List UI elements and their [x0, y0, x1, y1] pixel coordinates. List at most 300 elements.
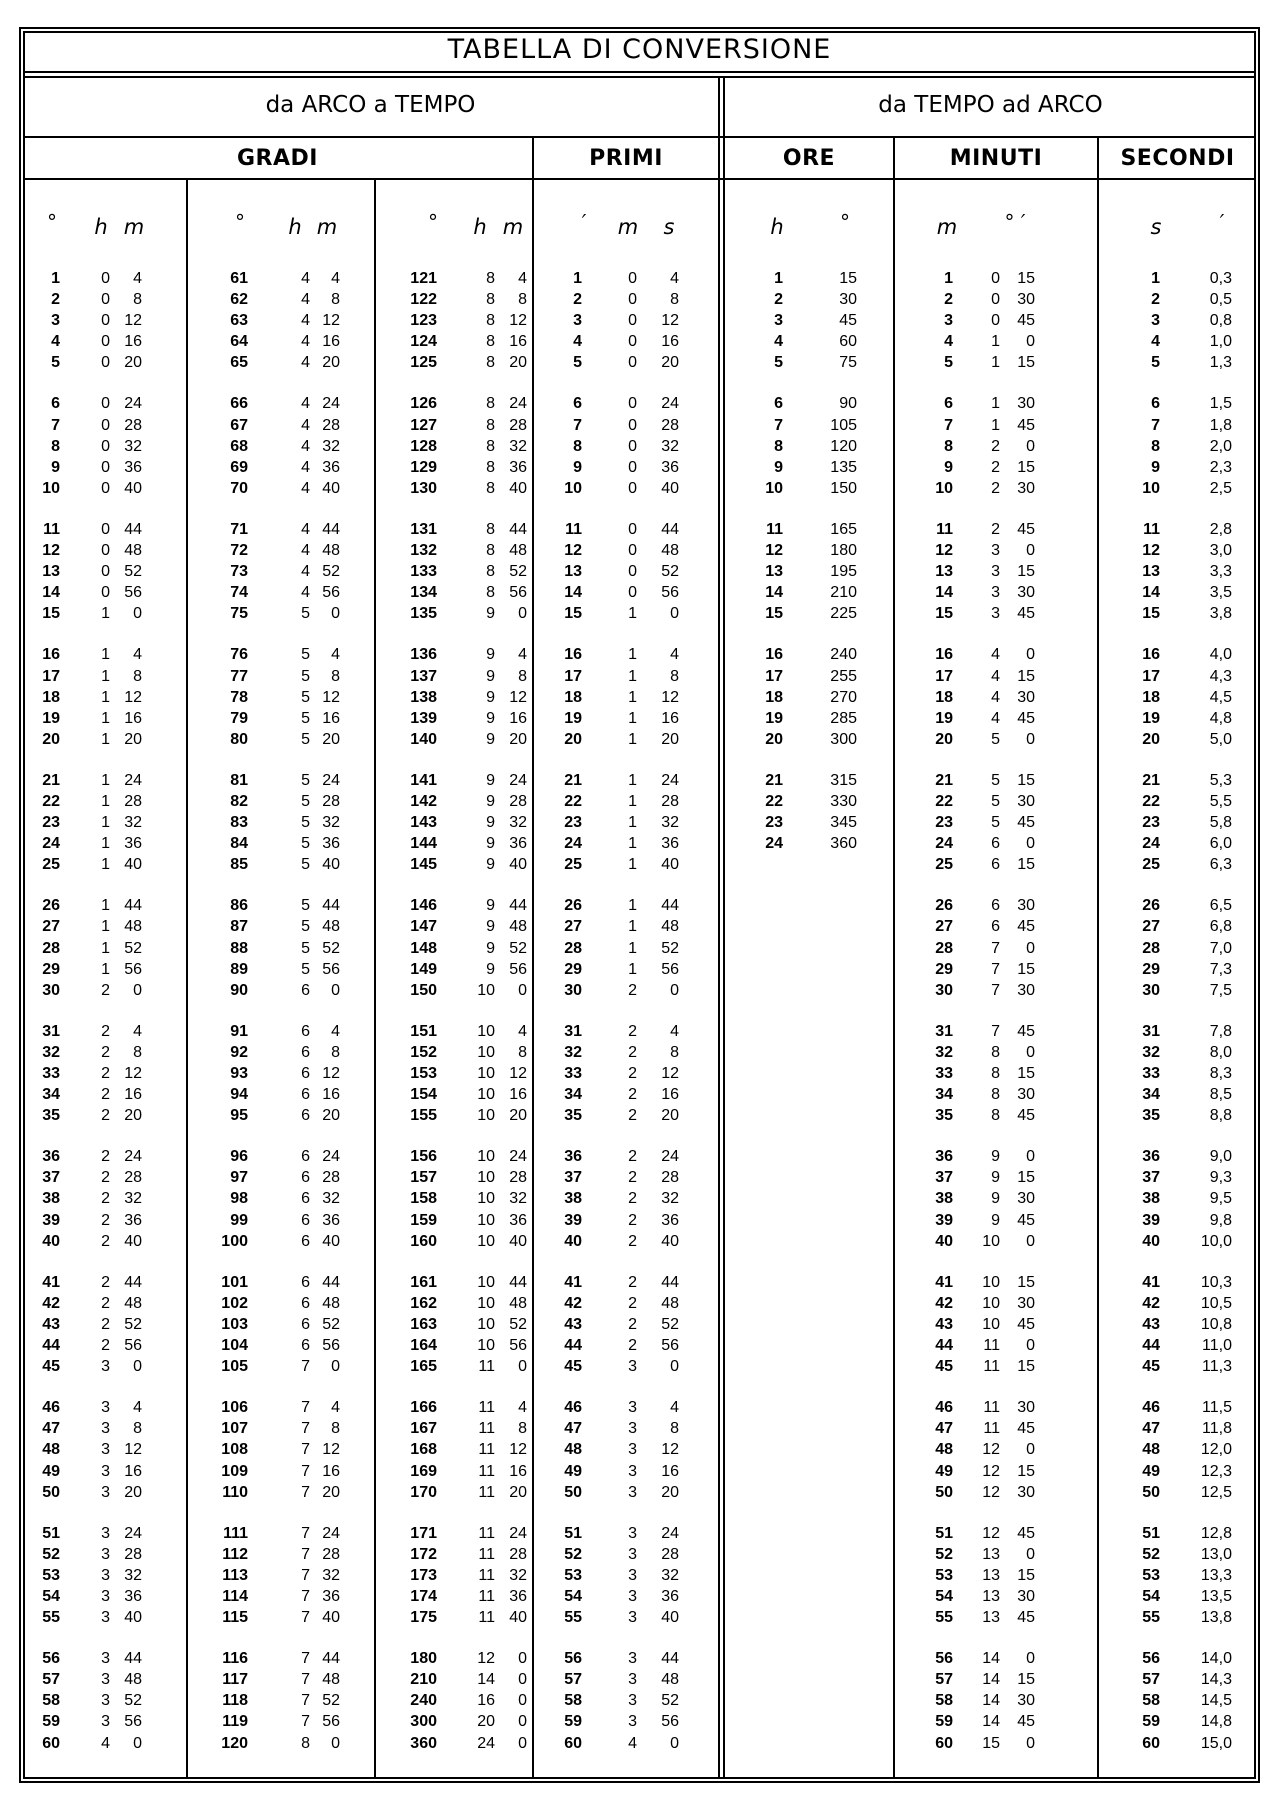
- row-key: 109: [221, 1462, 248, 1480]
- row-key: 25: [564, 856, 582, 874]
- row-value: 2: [101, 981, 110, 999]
- row-value: 15: [1017, 1358, 1035, 1376]
- row-value: 9: [486, 856, 495, 874]
- row-key: 22: [42, 792, 60, 810]
- row-key: 49: [564, 1462, 582, 1480]
- row-value: 30: [1017, 1692, 1035, 1710]
- row-key: 53: [1142, 1566, 1160, 1584]
- row-value: 30: [1017, 981, 1035, 999]
- row-key: 120: [221, 1734, 248, 1752]
- row-value: 8: [486, 458, 495, 476]
- row-value: 56: [124, 584, 142, 602]
- row-value: 5: [301, 709, 310, 727]
- row-value: 30: [1017, 584, 1035, 602]
- row-key: 148: [410, 939, 437, 957]
- row-key: 77: [230, 667, 248, 685]
- row-key: 24: [765, 835, 783, 853]
- row-key: 17: [564, 667, 582, 685]
- row-key: 5: [51, 354, 60, 372]
- row-value: 12: [124, 688, 142, 706]
- row-value: 45: [1017, 1420, 1035, 1438]
- row-key: 23: [765, 814, 783, 832]
- row-key: 6: [573, 395, 582, 413]
- row-value: 52: [322, 563, 340, 581]
- row-value: 10,0: [1200, 1232, 1232, 1250]
- row-value: 3: [628, 1587, 637, 1605]
- row-value: 2,0: [1209, 437, 1232, 455]
- row-value: 0: [1026, 1734, 1035, 1752]
- row-value: 40: [124, 856, 142, 874]
- row-value: 0: [101, 354, 110, 372]
- row-key: 50: [564, 1483, 582, 1501]
- row-key: 20: [42, 730, 60, 748]
- row-value: 9: [486, 605, 495, 623]
- row-value: 3: [628, 1692, 637, 1710]
- row-value: 36: [661, 1211, 679, 1229]
- row-key: 50: [935, 1483, 953, 1501]
- row-key: 25: [1142, 856, 1160, 874]
- row-value: 4: [670, 1399, 679, 1417]
- row-key: 51: [1142, 1524, 1160, 1542]
- row-key: 153: [410, 1065, 437, 1082]
- row-key: 11: [766, 520, 783, 538]
- row-key: 139: [410, 709, 437, 727]
- row-value: 6: [301, 981, 310, 999]
- row-value: 28: [124, 792, 142, 810]
- row-value: 0: [518, 605, 527, 623]
- row-value: 56: [322, 1337, 340, 1355]
- row-value: 1: [101, 667, 110, 685]
- row-key: 105: [221, 1358, 248, 1376]
- row-value: 12: [661, 688, 679, 706]
- row-value: 2: [101, 1107, 110, 1125]
- row-value: 135: [830, 458, 857, 476]
- row-key: 3: [51, 312, 60, 330]
- row-value: 11: [478, 1420, 495, 1438]
- row-value: 0: [101, 312, 110, 330]
- unit-symbol: ′: [581, 210, 587, 234]
- row-value: 1: [991, 333, 1000, 351]
- row-value: 52: [322, 1315, 340, 1333]
- row-value: 11: [478, 1566, 495, 1584]
- row-key: 43: [935, 1315, 953, 1333]
- row-key: 34: [564, 1086, 582, 1104]
- row-value: 6: [991, 835, 1000, 853]
- row-value: 44: [124, 1273, 142, 1291]
- row-value: 150: [830, 479, 857, 497]
- row-value: 40: [509, 1609, 527, 1627]
- row-value: 120: [830, 437, 857, 455]
- row-value: 16: [661, 709, 679, 727]
- row-value: 2: [101, 1211, 110, 1229]
- section-split-right: [723, 76, 725, 1779]
- row-value: 8: [991, 1086, 1000, 1104]
- row-key: 2: [573, 291, 582, 309]
- row-value: 8: [486, 437, 495, 455]
- row-key: 18: [1142, 688, 1160, 706]
- row-value: 1: [101, 771, 110, 789]
- row-value: 52: [661, 563, 679, 581]
- header-secondi: SECONDI: [1120, 146, 1235, 171]
- row-value: 12: [322, 312, 340, 330]
- row-key: 36: [1142, 1148, 1160, 1166]
- row-value: 1: [628, 605, 637, 623]
- row-value: 4: [518, 1399, 527, 1417]
- row-value: 3: [101, 1420, 110, 1438]
- row-value: 4: [133, 1399, 142, 1417]
- row-value: 12,8: [1200, 1524, 1232, 1542]
- row-key: 300: [410, 1713, 437, 1731]
- row-value: 0: [1026, 835, 1035, 853]
- row-key: 146: [410, 897, 437, 915]
- row-key: 27: [42, 918, 60, 936]
- row-value: 20: [124, 1107, 142, 1125]
- row-value: 44: [661, 520, 679, 538]
- row-value: 32: [322, 1566, 340, 1584]
- row-value: 4: [991, 667, 1000, 685]
- row-value: 20: [322, 354, 340, 372]
- unit-symbol: ° ′: [1004, 210, 1026, 234]
- row-value: 36: [322, 1587, 340, 1605]
- row-value: 2: [991, 520, 1000, 538]
- row-value: 8: [486, 584, 495, 602]
- row-value: 255: [830, 667, 857, 685]
- row-value: 315: [830, 771, 857, 789]
- row-value: 7: [301, 1713, 310, 1731]
- row-value: 0: [628, 584, 637, 602]
- ore-minuti-divider: [893, 136, 895, 1779]
- row-value: 2: [101, 1294, 110, 1312]
- row-value: 15,0: [1200, 1734, 1232, 1752]
- row-key: 113: [222, 1566, 248, 1584]
- row-value: 240: [830, 646, 857, 664]
- row-key: 27: [564, 918, 582, 936]
- row-value: 7: [301, 1462, 310, 1480]
- row-key: 23: [935, 814, 953, 832]
- row-value: 0: [101, 563, 110, 581]
- row-value: 52: [322, 1692, 340, 1710]
- row-value: 40: [322, 1609, 340, 1627]
- row-key: 53: [564, 1566, 582, 1584]
- row-value: 52: [509, 939, 527, 957]
- row-key: 17: [765, 667, 783, 685]
- row-key: 2: [51, 291, 60, 309]
- row-value: 12: [661, 312, 679, 330]
- row-key: 124: [410, 333, 437, 351]
- row-value: 1: [628, 667, 637, 685]
- row-key: 52: [935, 1545, 953, 1563]
- row-key: 5: [573, 354, 582, 372]
- row-value: 15: [1017, 960, 1035, 978]
- row-key: 80: [230, 730, 248, 748]
- row-key: 23: [564, 814, 582, 832]
- row-value: 45: [1017, 918, 1035, 936]
- row-key: 23: [1142, 814, 1160, 832]
- row-value: 3: [628, 1566, 637, 1584]
- row-value: 3: [628, 1441, 637, 1459]
- row-value: 1: [101, 918, 110, 936]
- row-value: 4: [991, 646, 1000, 664]
- row-key: 13: [935, 563, 953, 581]
- row-value: 28: [322, 1169, 340, 1187]
- row-value: 13: [982, 1587, 1000, 1605]
- row-value: 0: [133, 981, 142, 999]
- row-value: 56: [509, 1337, 527, 1355]
- row-key: 88: [230, 939, 248, 957]
- row-value: 7: [991, 1022, 1000, 1040]
- row-key: 16: [935, 646, 953, 664]
- row-value: 24: [661, 1524, 679, 1542]
- row-value: 16: [124, 333, 142, 351]
- row-key: 29: [1142, 960, 1160, 978]
- row-value: 52: [124, 1315, 142, 1333]
- row-key: 48: [42, 1441, 60, 1459]
- unit-symbol: h: [770, 215, 784, 239]
- row-key: 125: [410, 354, 437, 372]
- row-value: 36: [509, 1211, 527, 1229]
- row-key: 94: [230, 1086, 248, 1104]
- row-key: 110: [222, 1483, 248, 1501]
- row-value: 45: [1017, 312, 1035, 330]
- row-value: 32: [661, 814, 679, 832]
- row-value: 12: [124, 1065, 142, 1082]
- row-key: 137: [410, 667, 437, 685]
- row-value: 56: [509, 960, 527, 978]
- unit-symbol: s: [1150, 215, 1162, 239]
- row-value: 7: [301, 1609, 310, 1627]
- row-key: 38: [42, 1190, 60, 1208]
- row-value: 3: [101, 1587, 110, 1605]
- row-value: 56: [661, 584, 679, 602]
- unit-symbol: h: [94, 215, 108, 239]
- row-value: 20: [661, 730, 679, 748]
- row-key: 38: [935, 1190, 953, 1208]
- row-value: 11: [983, 1399, 1000, 1417]
- row-value: 0: [1026, 1043, 1035, 1061]
- row-key: 1: [573, 270, 582, 287]
- row-key: 60: [564, 1734, 582, 1752]
- row-value: 0,5: [1209, 291, 1232, 309]
- row-value: 6: [301, 1273, 310, 1291]
- row-value: 4: [628, 1734, 637, 1752]
- row-value: 6: [991, 897, 1000, 915]
- row-value: 5: [301, 605, 310, 623]
- unit-symbol: m: [617, 215, 639, 239]
- row-key: 69: [230, 458, 248, 476]
- row-value: 13,0: [1200, 1545, 1232, 1563]
- row-key: 6: [51, 395, 60, 413]
- row-key: 78: [230, 688, 248, 706]
- row-value: 1: [991, 354, 1000, 372]
- row-value: 1,3: [1209, 354, 1232, 372]
- row-value: 1: [628, 730, 637, 748]
- gradi-col-divider-2: [374, 178, 376, 1779]
- row-key: 26: [564, 897, 582, 915]
- row-value: 6: [301, 1315, 310, 1333]
- row-key: 1: [1151, 270, 1160, 287]
- row-key: 173: [410, 1566, 437, 1584]
- row-key: 145: [410, 856, 437, 874]
- row-value: 1: [101, 792, 110, 810]
- row-value: 32: [322, 814, 340, 832]
- row-value: 12: [509, 688, 527, 706]
- row-key: 41: [935, 1273, 953, 1291]
- row-key: 5: [944, 354, 953, 372]
- row-value: 0: [628, 479, 637, 497]
- row-key: 18: [42, 688, 60, 706]
- row-value: 1: [101, 709, 110, 727]
- row-key: 81: [230, 771, 248, 789]
- row-key: 54: [42, 1587, 60, 1605]
- row-value: 20: [509, 730, 527, 748]
- minuti-secondi-divider: [1097, 136, 1099, 1779]
- row-value: 3: [101, 1713, 110, 1731]
- row-key: 11: [565, 520, 582, 538]
- row-value: 36: [322, 1211, 340, 1229]
- section-divider: [23, 136, 1256, 138]
- row-value: 52: [124, 1692, 142, 1710]
- row-value: 9: [486, 814, 495, 832]
- row-value: 9: [486, 918, 495, 936]
- row-value: 8: [486, 312, 495, 330]
- row-value: 12: [477, 1650, 495, 1668]
- row-key: 76: [230, 646, 248, 664]
- row-value: 8: [331, 1043, 340, 1061]
- row-value: 3: [628, 1671, 637, 1689]
- row-value: 6: [301, 1065, 310, 1082]
- row-value: 24: [477, 1734, 495, 1752]
- row-value: 45: [1017, 605, 1035, 623]
- row-value: 3: [101, 1671, 110, 1689]
- row-value: 28: [124, 1169, 142, 1187]
- row-value: 8: [670, 291, 679, 309]
- row-key: 24: [564, 835, 582, 853]
- row-key: 87: [230, 918, 248, 936]
- row-key: 93: [230, 1065, 248, 1082]
- row-key: 9: [774, 458, 783, 476]
- row-value: 0: [628, 520, 637, 538]
- row-key: 37: [564, 1169, 582, 1187]
- row-value: 30: [1017, 479, 1035, 497]
- row-value: 0: [518, 1358, 527, 1376]
- row-value: 3: [991, 563, 1000, 581]
- row-key: 15: [42, 605, 60, 623]
- row-key: 62: [230, 291, 248, 309]
- row-value: 52: [661, 1315, 679, 1333]
- row-value: 0: [991, 312, 1000, 330]
- row-value: 32: [509, 1190, 527, 1208]
- row-value: 3: [628, 1524, 637, 1542]
- row-key: 131: [410, 520, 437, 538]
- row-value: 32: [124, 814, 142, 832]
- row-key: 7: [774, 416, 783, 434]
- row-value: 10,3: [1200, 1273, 1232, 1291]
- row-value: 1: [101, 939, 110, 957]
- row-value: 3: [101, 1609, 110, 1627]
- unit-symbol: °: [840, 210, 850, 234]
- row-value: 3: [101, 1545, 110, 1563]
- row-key: 36: [935, 1148, 953, 1166]
- row-value: 16: [477, 1692, 495, 1710]
- row-value: 40: [661, 856, 679, 874]
- row-value: 12: [509, 1441, 527, 1459]
- row-value: 15: [1017, 1065, 1035, 1082]
- row-value: 0: [101, 416, 110, 434]
- row-value: 13,5: [1200, 1587, 1232, 1605]
- row-value: 8: [301, 1734, 310, 1752]
- row-value: 32: [509, 1566, 527, 1584]
- row-value: 11: [478, 1587, 495, 1605]
- row-key: 100: [221, 1232, 248, 1250]
- row-key: 115: [222, 1609, 248, 1627]
- row-key: 155: [410, 1107, 437, 1125]
- row-key: 6: [774, 395, 783, 413]
- row-value: 1,8: [1209, 416, 1232, 434]
- row-value: 0: [628, 312, 637, 330]
- row-value: 11: [478, 1483, 495, 1501]
- row-key: 130: [410, 479, 437, 497]
- row-key: 43: [1142, 1315, 1160, 1333]
- header-minuti: MINUTI: [949, 146, 1043, 171]
- row-key: 29: [42, 960, 60, 978]
- row-value: 2: [101, 1043, 110, 1061]
- row-value: 28: [661, 792, 679, 810]
- row-value: 9,0: [1209, 1148, 1232, 1166]
- row-value: 7: [301, 1420, 310, 1438]
- row-key: 57: [42, 1671, 60, 1689]
- row-value: 4,8: [1209, 709, 1232, 727]
- row-value: 48: [124, 1294, 142, 1312]
- row-value: 4: [991, 709, 1000, 727]
- row-value: 60: [839, 333, 857, 351]
- row-value: 2: [101, 1148, 110, 1166]
- row-key: 27: [935, 918, 953, 936]
- row-value: 48: [322, 1294, 340, 1312]
- row-value: 32: [322, 1190, 340, 1208]
- row-key: 133: [410, 563, 437, 581]
- row-value: 48: [661, 918, 679, 936]
- row-value: 0: [1026, 1232, 1035, 1250]
- row-value: 12: [509, 312, 527, 330]
- row-value: 0: [1026, 1650, 1035, 1668]
- row-key: 168: [410, 1441, 437, 1459]
- row-value: 0: [101, 395, 110, 413]
- row-key: 3: [944, 312, 953, 330]
- row-key: 28: [1142, 939, 1160, 957]
- title-divider-2: [23, 76, 1256, 78]
- row-key: 40: [42, 1232, 60, 1250]
- row-value: 0: [331, 981, 340, 999]
- row-key: 26: [935, 897, 953, 915]
- row-value: 7,0: [1209, 939, 1232, 957]
- row-value: 7: [301, 1692, 310, 1710]
- row-value: 0: [331, 1358, 340, 1376]
- row-key: 156: [410, 1148, 437, 1166]
- row-key: 60: [1142, 1734, 1160, 1752]
- row-value: 20: [509, 354, 527, 372]
- row-value: 24: [322, 1524, 340, 1542]
- row-key: 16: [42, 646, 60, 664]
- row-value: 32: [124, 1190, 142, 1208]
- row-value: 44: [322, 520, 340, 538]
- row-key: 79: [230, 709, 248, 727]
- row-value: 12: [124, 1441, 142, 1459]
- row-value: 9,8: [1209, 1211, 1232, 1229]
- row-value: 24: [509, 771, 527, 789]
- row-value: 40: [124, 1232, 142, 1250]
- row-value: 2: [101, 1022, 110, 1040]
- row-value: 28: [509, 1545, 527, 1563]
